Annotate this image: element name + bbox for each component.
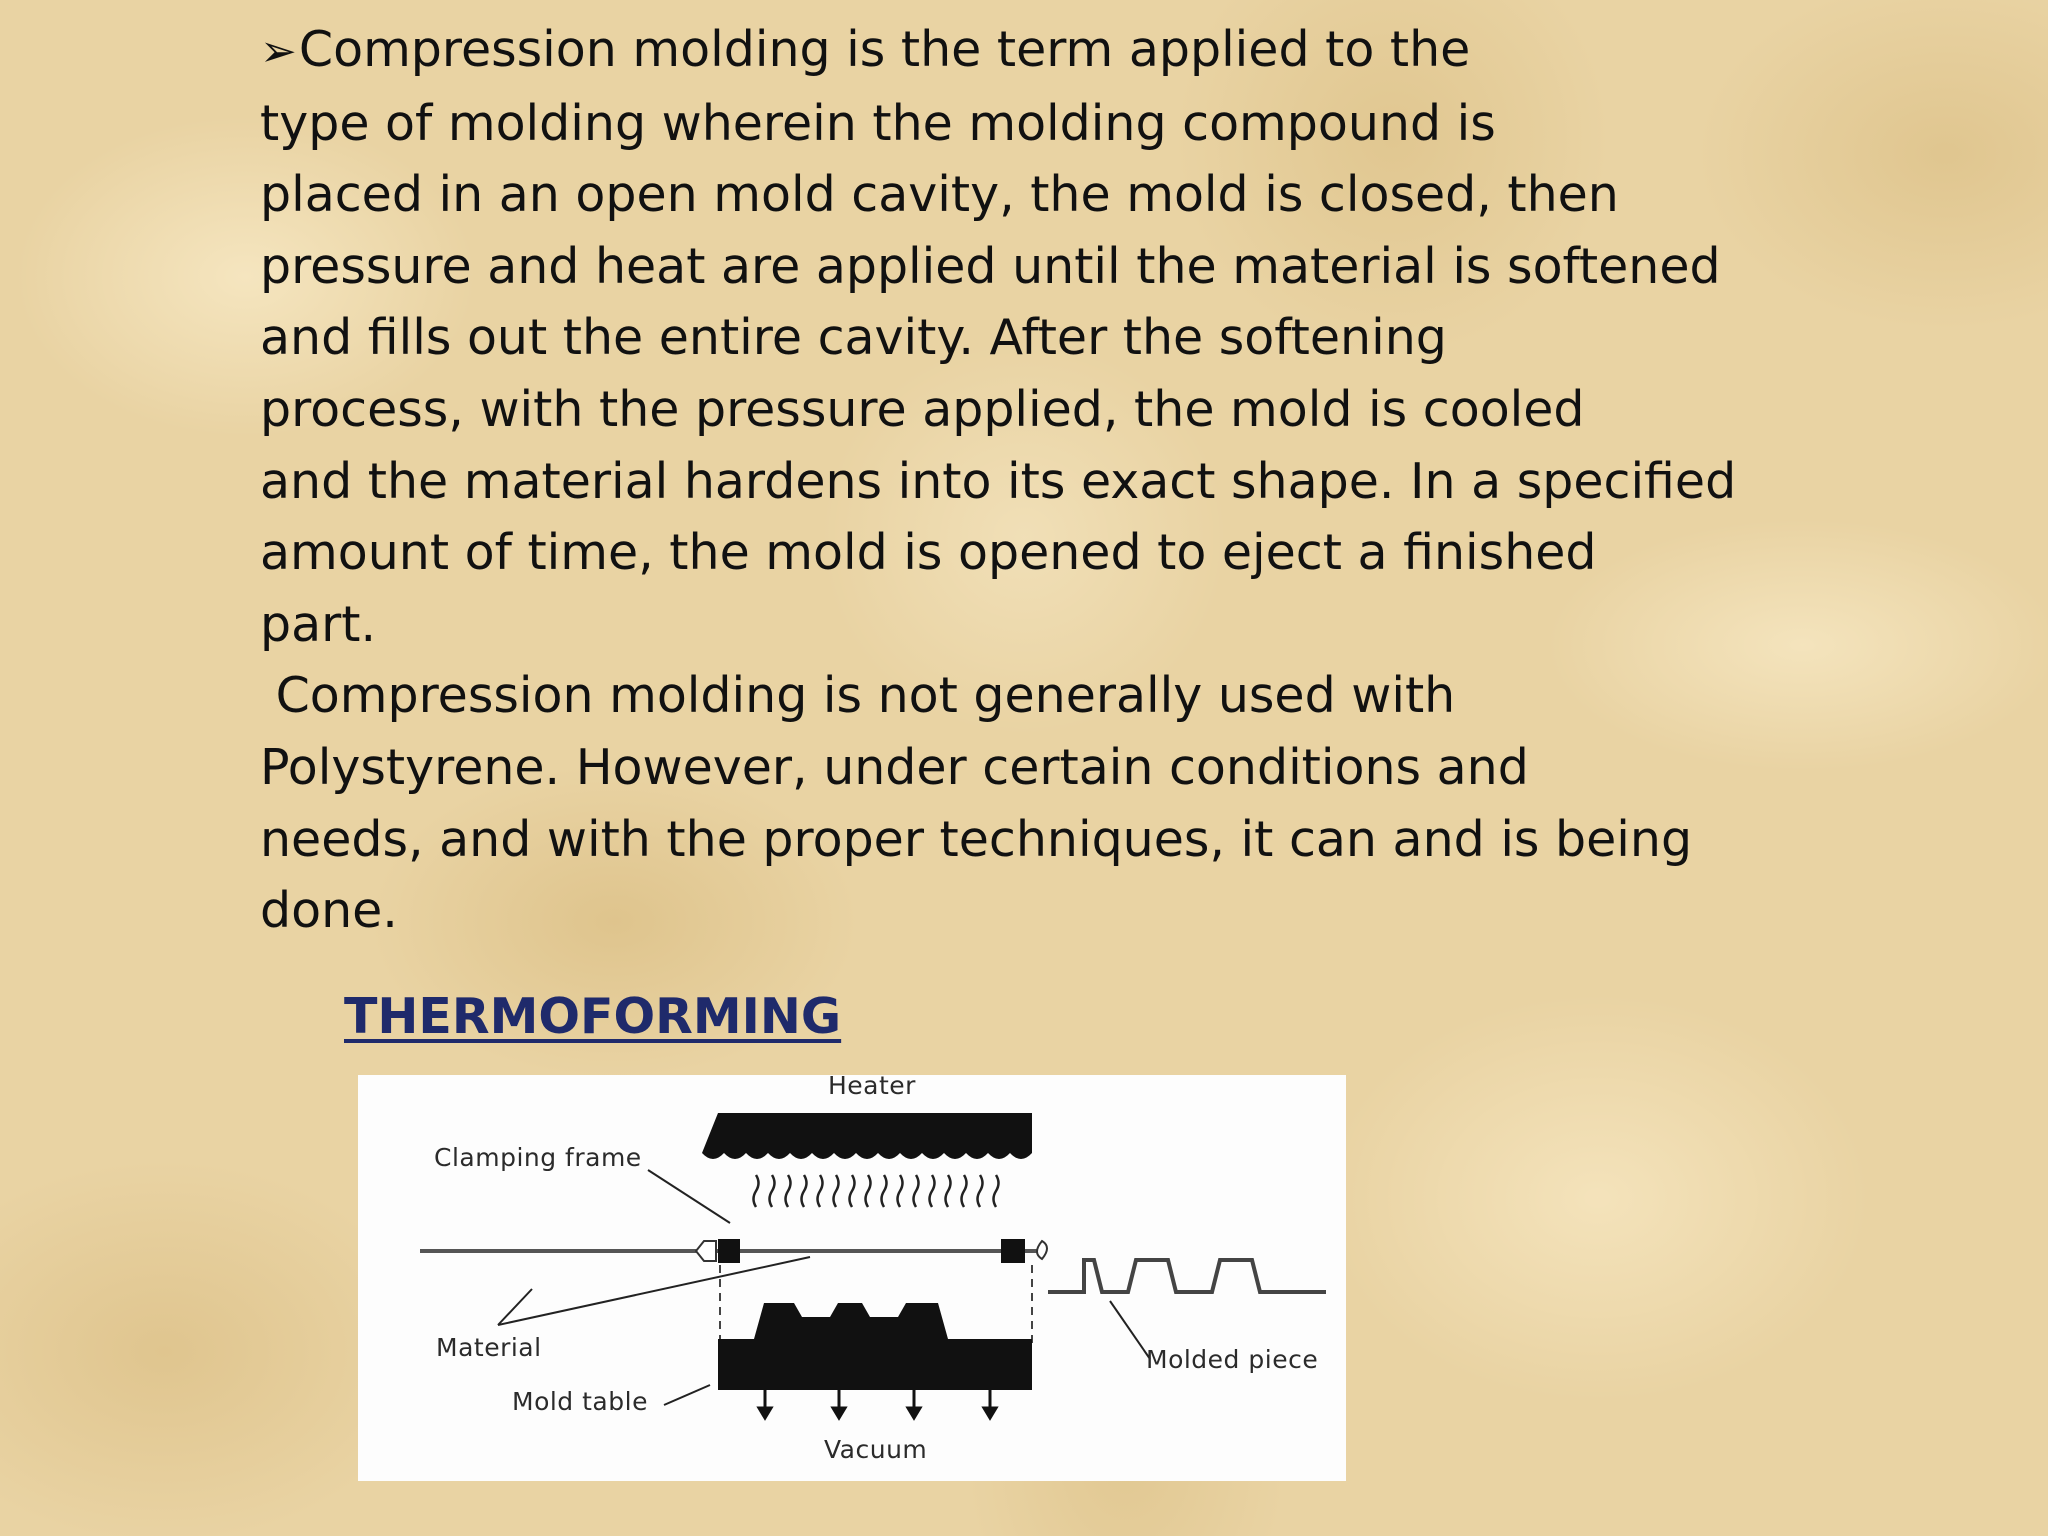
molded-piece-label: Molded piece [1146,1345,1319,1374]
paragraph-1-line-2: type of molding wherein the molding compound is [260,94,1496,152]
section-heading: THERMOFORMING [344,988,842,1045]
paragraph-1-line-1: ➢Compression molding is the term applied to the [260,21,1471,78]
mold-table [718,1303,1032,1390]
clamping-frame-leader [648,1170,730,1223]
paragraph-2-line-3: needs, and with the proper techniques, it can and is being [260,810,1693,868]
paragraph-1-line-8: amount of time, the mold is opened to eject a finished [260,524,1597,582]
paragraph-1-line-5: and fills out the entire cavity. After the softening [260,309,1447,367]
paragraph-1-line-9: part. [260,595,377,653]
diagram-drawing [358,1075,1346,1481]
paragraph-1-line-7: and the material hardens into its exact shape. In a specified [260,452,1737,510]
right-clamp-outline [1037,1241,1047,1259]
paragraph-1-line-6: process, with the pressure applied, the mold is cooled [260,380,1585,438]
right-clamp [1001,1239,1025,1263]
vacuum-arrows [759,1390,996,1418]
molded-piece-leader [1110,1301,1150,1359]
paragraph-1-line-3: placed in an open mold cavity, the mold is closed, then [260,166,1619,224]
mold-table-label: Mold table [512,1387,648,1416]
paragraph-1-line-4: pressure and heat are applied until the material is softened [260,237,1721,295]
paragraph-2-line-4: done. [260,882,398,940]
heater-label: Heater [828,1071,916,1100]
left-clamp [718,1239,740,1263]
mold-table-leader [664,1385,710,1405]
left-clamp-outline [696,1241,716,1261]
material-label: Material [436,1333,542,1362]
heat-waves [754,1175,999,1207]
arrow-bullet-icon: ➢ [260,26,297,77]
vacuum-label: Vacuum [824,1435,928,1464]
thermoforming-diagram [358,1071,1346,1481]
paragraph-2-line-1: Compression molding is not generally used with [260,667,1456,725]
paragraph-2-line-2: Polystyrene. However, under certain conditions and [260,738,1529,796]
heater-block [702,1113,1032,1159]
clamping-frame-label: Clamping frame [434,1143,642,1172]
molded-piece [1048,1260,1326,1292]
body-text [260,14,1737,947]
